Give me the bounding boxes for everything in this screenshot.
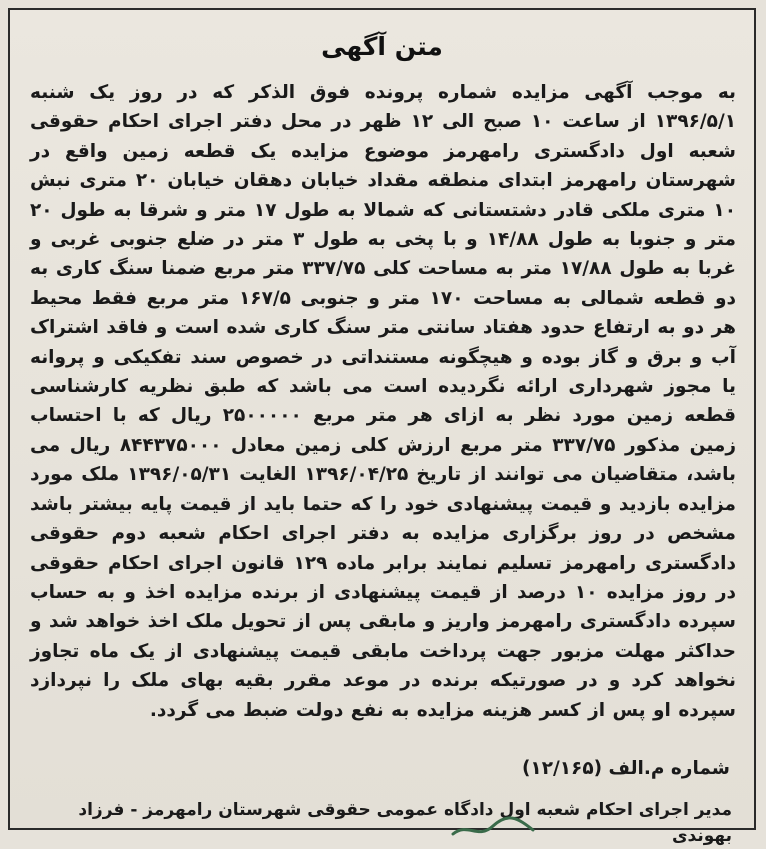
notice-body: به موجب آگهی مزایده شماره پرونده فوق الذکر که در روز یک شنبه ۱۳۹۶/۵/۱ از ساعت ۱۰ صبح الی ۱۲ ظهر در محل دفتر اجرای احکام حقوقی شعبه اول دادگستری رامهرمز موضوع مزایده یک قطعه زمین واقع در شهرستان رامهرمز ابتدای منطقه مقداد خیابان دهقان خیابان ۲۰ متری نبش ۱۰ متری ملکی قادر دشتستانی که شمالا به طول ۱۷ متر و شرقا به طول ۲۰ متر و جنوبا به طول ۱۴/۸۸ و با پخی به طول ۳ متر در ضلع جنوبی غربی و غربا به طول ۱۷/۸۸ متر به مساحت کلی ۳۳۷/۷۵ متر مربع ضمنا سنگ کاری به دو قطعه شمالی به مساحت ۱۷۰ متر و جنوبی ۱۶۷/۵ متر مربع فقط محیط هر دو به ارتفاع حدود هفتاد سانتی متر سنگ کاری شده است و فاقد اشتراک آب و برق و گاز بوده و هیچگونه مستنداتی در خصوص سند تفکیکی و پروانه یا مجوز شهرداری ارائه نگردیده است می باشد که طبق نظریه کارشناسی قطعه زمین مورد نظر به ازای هر متر مربع ۲۵۰۰۰۰۰ ریال که با احتساب زمین مذکور ۳۳۷/۷۵ متر مربع ارزش کلی زمین معادل ۸۴۴۳۷۵۰۰۰ ریال می باشد، متقاضیان می توانند از تاریخ ۱۳۹۶/۰۴/۲۵ الغایت ۱۳۹۶/۰۵/۳۱ ملک مورد مزایده بازدید و قیمت پیشنهادی خود را که حتما باید از قیمت پایه بیشتر باشد مشخص در روز برگزاری مزایده به دفتر اجرای احکام شعبه دوم حقوقی دادگستری رامهرمز تسلیم نمایند برابر ماده ۱۲۹ قانون اجرای احکام حقوقی در روز مزایده ۱۰ درصد از قیمت پیشنهادی از برنده مزایده اخذ و به حساب سپرده دادگستری رامهرمز واریز و مابقی پس از تحویل ملک اخذ خواهد شد و حداکثر مهلت مزبور جهت پرداخت مابقی قیمت پیشنهادی از یک ماه تجاوز نخواهد کرد و در صورتیکه برنده در موعد مقرر بقیه بهای ملک را نپردازد سپرده او پس از کسر هزینه مزایده به نفع دولت ضبط می گردد. bbox=[30, 82, 737, 721]
notice-number: شماره م.الف (۱۲/۱۶۵) bbox=[521, 758, 730, 779]
handwritten-mark-icon bbox=[448, 812, 538, 842]
notice-frame bbox=[8, 8, 756, 846]
notice-title: متن آگهی bbox=[321, 32, 443, 61]
notice-signature: مدیر اجرای احکام شعبه اول دادگاه عمومی حقوقی شهرستان رامهرمز - فرزاد بهوندی bbox=[78, 800, 732, 846]
